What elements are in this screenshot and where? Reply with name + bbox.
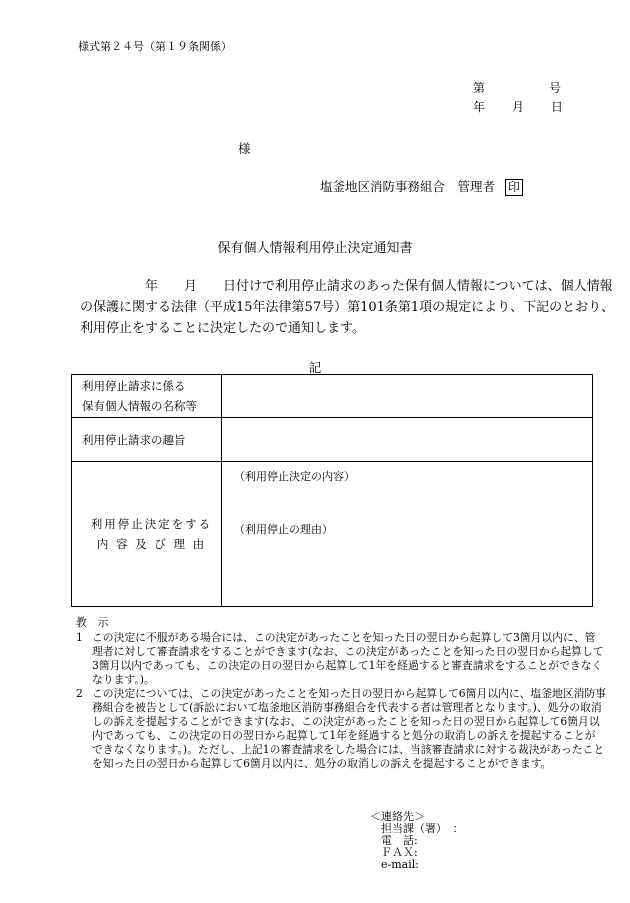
contact-phone: 電 話: xyxy=(381,834,418,847)
list-item xyxy=(76,687,606,771)
instructions-heading: 教 示 xyxy=(76,616,109,629)
contact-fax: ＦＡＸ: xyxy=(381,846,418,859)
date-year-label: 年 xyxy=(473,100,486,114)
instructions xyxy=(76,616,606,771)
decision-table xyxy=(71,374,593,607)
row3-label-line1: 利用停止決定をする xyxy=(90,517,213,531)
row1-label xyxy=(72,375,222,418)
list-item xyxy=(76,631,606,687)
body-paragraph: 年 月 日付けで利用停止請求のあった保有個人情報については、個人情報の保護に関する法律（平成15年法律第57号）第101条第1項の規定により、下記のとおり、利用停止をすることに決定したので通知します。 xyxy=(80,279,615,336)
doc-number-prefix: 第 xyxy=(473,81,486,95)
row3-value-cell xyxy=(222,462,593,607)
issue-date xyxy=(473,98,563,115)
addressee-honorific: 様 xyxy=(238,141,251,156)
decision-content-note: （利用停止決定の内容） xyxy=(234,470,355,483)
table-row xyxy=(72,375,593,418)
row2-value-cell xyxy=(222,418,593,462)
row1-label-line2: 保有個人情報の名称等 xyxy=(82,399,197,413)
ki-marker: 記 xyxy=(308,360,322,375)
item-text: この決定に不服がある場合には、この決定があったことを知った日の翌日から起算して3箇月以内に、管理者に対して審査請求をすることができます(なお、この決定があったことを知った日の翌日から起算して3箇月以内であっても、この決定の日の翌日から起算して1年を経過すると審査請求をすることができなくなります。)。 xyxy=(92,631,604,686)
contact-department: 担当課（署） ： xyxy=(381,822,464,835)
item-number: 2 xyxy=(76,687,83,700)
seal-mark: 印 xyxy=(505,179,523,196)
table-row xyxy=(72,462,593,607)
row2-label: 利用停止請求の趣旨 xyxy=(72,418,222,462)
date-month-label: 月 xyxy=(512,100,525,114)
sender-name: 塩釜地区消防事務組合 管理者 xyxy=(320,179,496,194)
document-title: 保有個人情報利用停止決定通知書 xyxy=(217,241,413,256)
item-number: 1 xyxy=(76,631,83,644)
contact-email: e-mail: xyxy=(381,858,419,871)
row1-label-line1: 利用停止請求に係る xyxy=(82,379,186,393)
contact-heading: ＜連絡先＞ xyxy=(370,810,425,823)
row3-label xyxy=(72,462,222,607)
form-number: 様式第２４号（第１９条関係） xyxy=(78,40,232,53)
doc-number-suffix: 号 xyxy=(549,81,562,95)
table-row xyxy=(72,418,593,462)
row3-label-line2: 内 容 及 び 理 由 xyxy=(96,537,207,551)
item-text: この決定については、この決定があったことを知った日の翌日から起算して6箇月以内に、塩釜地区消防事務組合を被告として(訴訟において塩釜地区消防事務組合を代表する者は管理者となります。)、処分の取消しの訴えを提起することができます(なお、この決定があったことを知った日の翌日から起算して6箇月以内であっても、この決定の日の翌日から起算して1年を経過すると処分の取消しの訴えを提起することができなくなります。)。ただし、上記1の審査請求をした場合には、当該審査請求に対する裁決があったことを知った日の翌日から起算して6箇月以内に、処分の取消しの訴えを提起することができます。 xyxy=(92,687,606,770)
sender xyxy=(320,177,523,196)
contact-block xyxy=(370,811,464,871)
row1-value-cell xyxy=(222,375,593,418)
document-number xyxy=(473,79,561,96)
date-day-label: 日 xyxy=(551,100,564,114)
decision-reason-note: （利用停止の理由） xyxy=(234,523,333,536)
